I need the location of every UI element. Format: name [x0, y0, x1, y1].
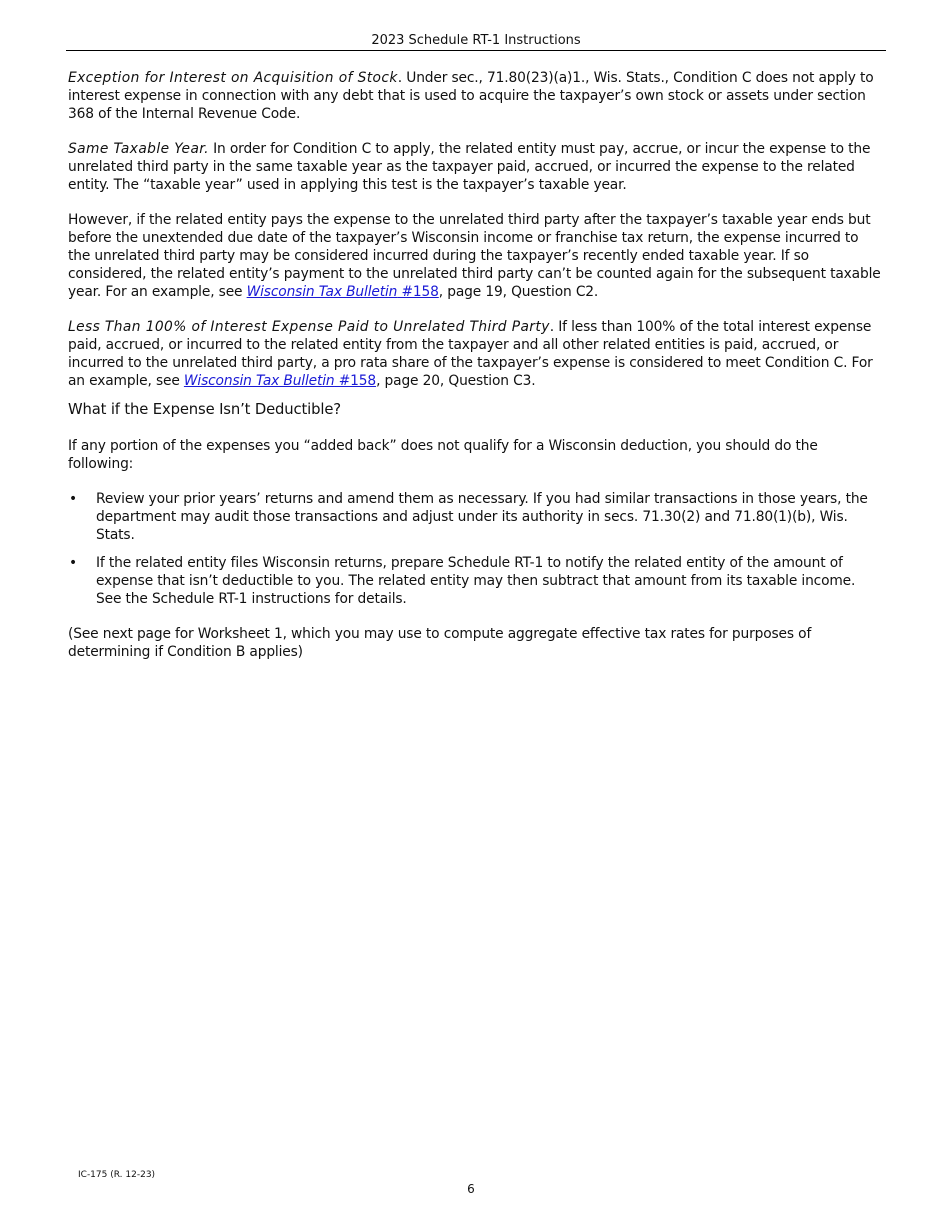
- exception-paragraph: [68, 69, 882, 123]
- list-item-text: Review your prior years’ returns and amend them as necessary. If you had similar transactions in those years, the department may audit those transactions and adjust under its authority in secs. 71.30(2) and 71.80(1)(b), Wis. Stats.: [96, 491, 868, 543]
- tax-bulletin-link-2[interactable]: [184, 373, 376, 389]
- page-number: 6: [467, 1182, 475, 1196]
- tax-bulletin-link-2-italic: Wisconsin Tax Bulletin: [183, 373, 335, 389]
- tax-bulletin-link-1[interactable]: [247, 284, 439, 300]
- less-than-paragraph: [68, 318, 882, 390]
- form-code: IC-175 (R. 12-23): [78, 1170, 156, 1180]
- section-heading: What if the Expense Isn’t Deductible?: [68, 401, 341, 418]
- less-than-after: , page 20, Question C3.: [376, 373, 536, 389]
- tax-bulletin-link-1-number: #158: [397, 284, 439, 300]
- page-header: 2023 Schedule RT-1 Instructions: [66, 32, 886, 51]
- however-paragraph: [68, 211, 882, 301]
- tax-bulletin-link-1-italic: Wisconsin Tax Bulletin: [246, 284, 398, 300]
- list-item-text: If the related entity files Wisconsin returns, prepare Schedule RT-1 to notify the related entity of the amount of expense that isn’t deductible to you. The related entity may then subtract that amount from its taxable income. See the Schedule RT-1 instructions for details.: [96, 555, 856, 607]
- exception-lead: Exception for Interest on Acquisition of Stock: [68, 70, 398, 86]
- exception-text: . Under sec., 71.80(23)(a)1., Wis. Stats., Condition C does not apply to interest expense in connection with any debt that is used to acquire the taxpayer’s own stock or assets under section 368 of the Internal Revenue Code.: [68, 70, 874, 122]
- same-year-lead: Same Taxable Year.: [68, 141, 209, 157]
- document-body: [68, 69, 882, 661]
- however-after: , page 19, Question C2.: [438, 284, 599, 300]
- same-year-text: In order for Condition C to apply, the related entity must pay, accrue, or incur the expense to the unrelated third party in the same taxable year as the taxpayer paid, accrued, or incurred the expense to the related entity. The “taxable year” used in applying this test is the taxpayer’s taxable year.: [68, 141, 871, 193]
- bullet-icon: •: [69, 555, 77, 571]
- action-list: [68, 490, 882, 608]
- same-year-paragraph: [68, 140, 882, 194]
- however-text: However, if the related entity pays the expense to the unrelated third party after the taxpayer’s taxable year ends but before the unextended due date of the taxpayer’s Wisconsin income or franchise tax return, the expense incurred to the unrelated third party may be considered incurred during the taxpayer’s recently ended taxable year. If so considered, the related entity’s payment to the unrelated third party can’t be counted again for the subsequent taxable year. For an example, see: [68, 212, 881, 300]
- bullet-icon: •: [69, 491, 77, 507]
- less-than-text: . If less than 100% of the total interest expense paid, accrued, or incurred to the related entity from the taxpayer and all other related entities is paid, accrued, or incurred to the unrelated third party, a pro rata share of the taxpayer’s expense is considered to meet Condition C. For an example, see: [68, 319, 873, 389]
- tax-bulletin-link-2-number: #158: [334, 373, 377, 389]
- less-than-lead: Less Than 100% of Interest Expense Paid to Unrelated Third Party: [68, 319, 550, 335]
- list-item: [68, 554, 882, 608]
- closing-paragraph: (See next page for Worksheet 1, which you may use to compute aggregate effective tax rates for purposes of determining if Condition B applies): [68, 626, 812, 660]
- intro-paragraph: If any portion of the expenses you “added back” does not qualify for a Wisconsin deduction, you should do the following:: [68, 438, 818, 472]
- list-item: [68, 490, 882, 544]
